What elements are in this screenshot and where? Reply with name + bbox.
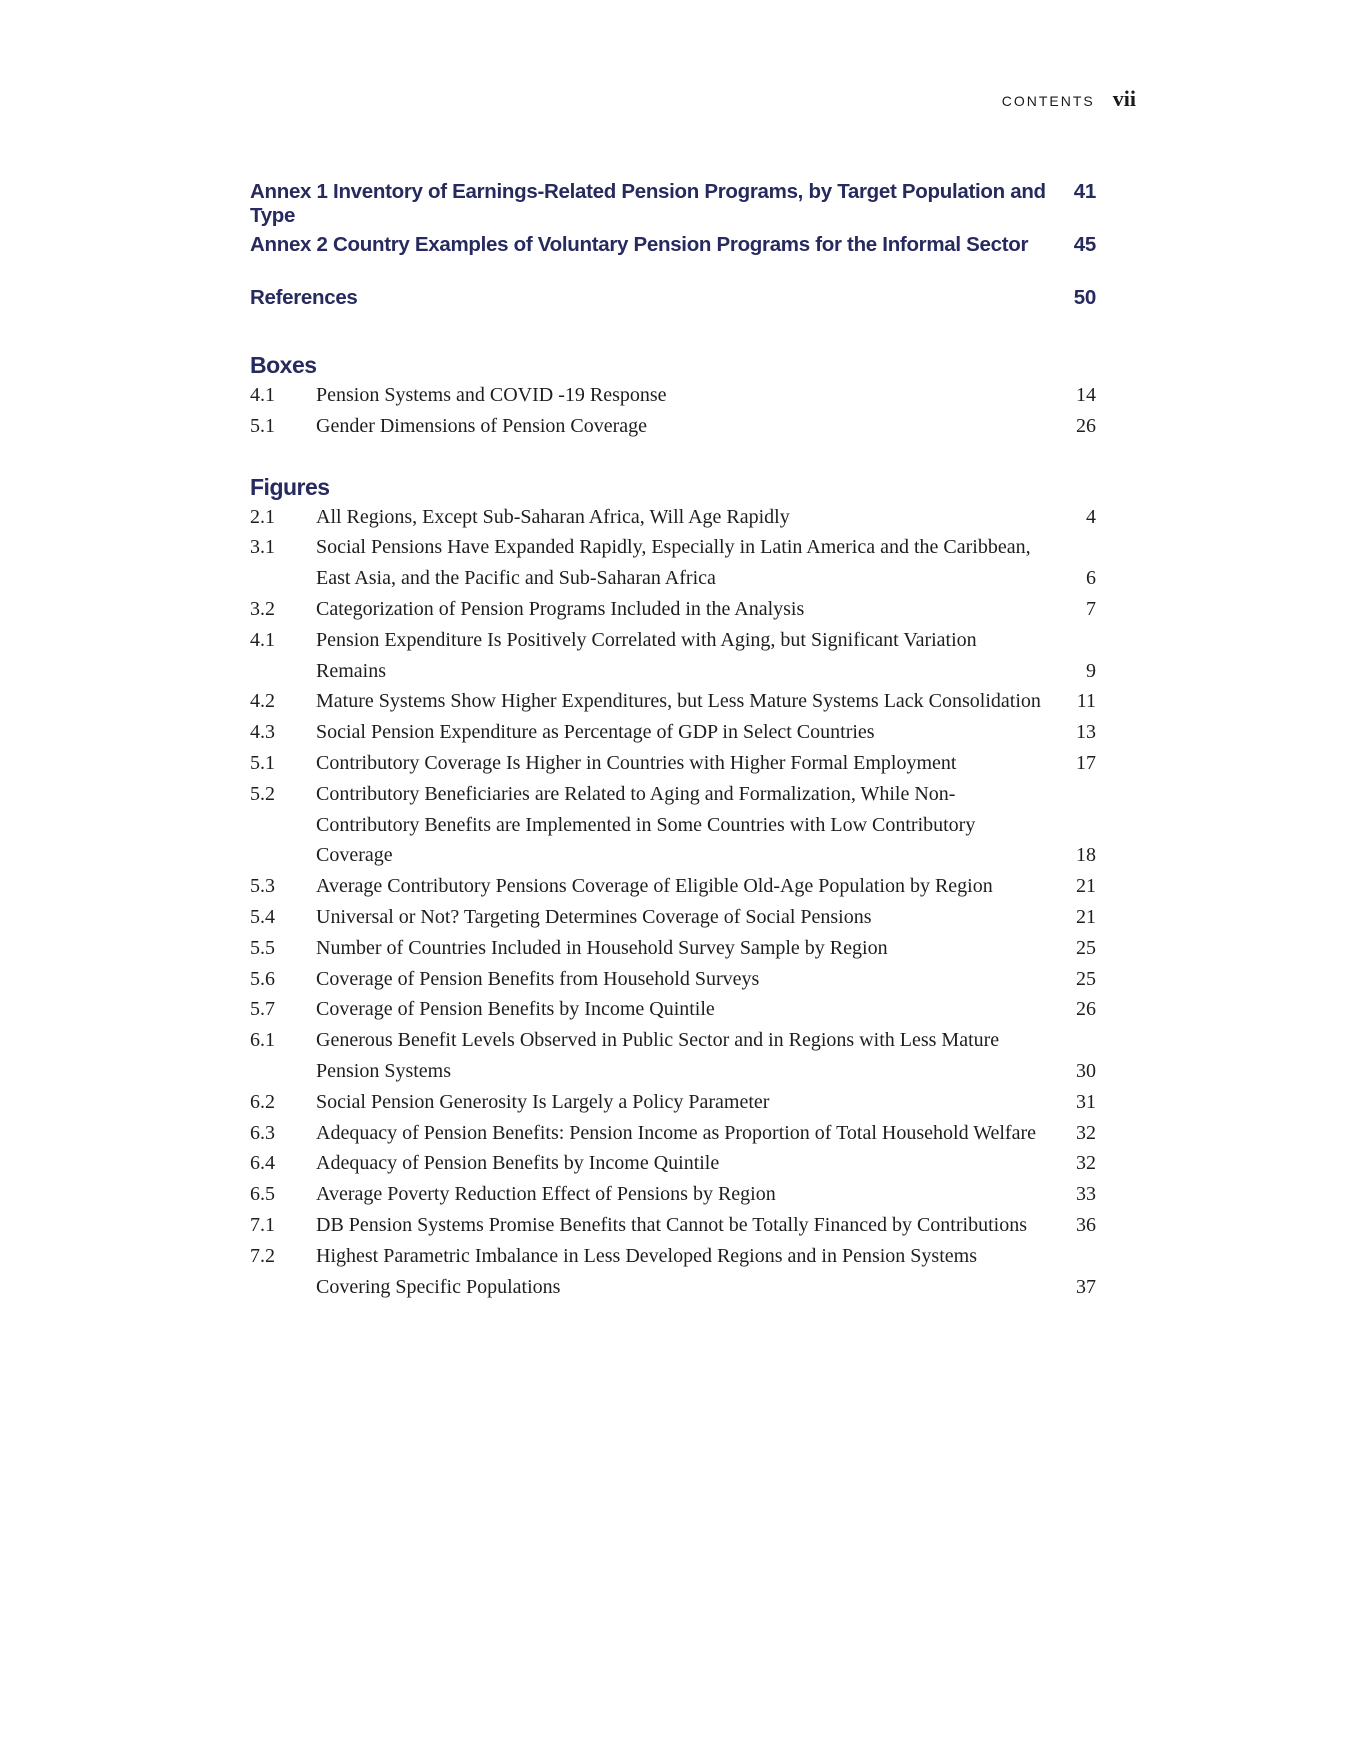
figure-page: 18 xyxy=(1076,844,1096,867)
figure-entry[interactable] xyxy=(250,686,1096,717)
figure-number: 6.4 xyxy=(250,1152,275,1175)
figure-title: Coverage of Pension Benefits by Income Quintile xyxy=(316,998,715,1021)
figure-entry[interactable] xyxy=(250,625,1096,687)
figure-number: 4.1 xyxy=(250,628,275,651)
box-number: 4.1 xyxy=(250,384,275,406)
figure-title: Categorization of Pension Programs Included in the Analysis xyxy=(316,597,805,620)
figure-page: 32 xyxy=(1076,1121,1096,1144)
running-head xyxy=(1002,86,1136,112)
figure-number: 5.2 xyxy=(250,782,275,805)
figure-page: 31 xyxy=(1076,1090,1096,1113)
figure-entry[interactable] xyxy=(250,717,1096,748)
figure-title: Average Poverty Reduction Effect of Pensions by Region xyxy=(316,1183,776,1206)
figure-title: Pension Expenditure Is Positively Correlated with Aging, but Significant Variation Remains xyxy=(316,628,977,682)
figure-page: 26 xyxy=(1076,998,1096,1021)
figure-number: 4.2 xyxy=(250,690,275,713)
figure-number: 4.3 xyxy=(250,721,275,744)
figure-page: 7 xyxy=(1086,597,1096,620)
figure-page: 21 xyxy=(1076,905,1096,928)
figures-list xyxy=(250,502,1096,1303)
figure-number: 5.1 xyxy=(250,751,275,774)
figures-heading: Figures xyxy=(250,473,330,500)
box-title: Gender Dimensions of Pension Coverage xyxy=(316,414,648,437)
figure-number: 6.2 xyxy=(250,1090,275,1113)
figure-title: Highest Parametric Imbalance in Less Developed Regions and in Pension Systems Covering Specific Populations xyxy=(316,1244,977,1298)
figure-title: Generous Benefit Levels Observed in Public Sector and in Regions with Less Mature Pension Systems xyxy=(316,1029,1000,1082)
figure-number: 6.1 xyxy=(250,1029,275,1052)
figure-title: Contributory Coverage Is Higher in Countries with Higher Formal Employment xyxy=(316,751,957,774)
figure-page: 30 xyxy=(1076,1059,1096,1082)
toc-entry-page: 50 xyxy=(1073,286,1096,309)
figure-title: Universal or Not? Targeting Determines Coverage of Social Pensions xyxy=(316,905,872,928)
figure-title: DB Pension Systems Promise Benefits that Cannot be Totally Financed by Contributions xyxy=(316,1213,1027,1236)
figure-page: 25 xyxy=(1076,967,1096,990)
figure-page: 6 xyxy=(1086,567,1096,590)
running-head-label: CONTENTS xyxy=(1001,93,1095,109)
figure-entry[interactable] xyxy=(250,1118,1096,1149)
figure-title: Number of Countries Included in Household Survey Sample by Region xyxy=(316,936,888,959)
figure-number: 5.5 xyxy=(250,936,275,959)
box-page: 14 xyxy=(1076,384,1096,406)
figure-number: 5.7 xyxy=(250,998,275,1021)
toc-entry-title: Annex 1 Inventory of Earnings-Related Pension Programs, by Target Population and Type xyxy=(250,180,1046,227)
figure-number: 5.3 xyxy=(250,875,275,898)
figure-entry[interactable] xyxy=(250,871,1096,902)
table-of-contents xyxy=(250,180,1096,1302)
figure-entry[interactable] xyxy=(250,779,1096,871)
figure-title: Coverage of Pension Benefits from Household Surveys xyxy=(316,967,760,990)
figure-page: 21 xyxy=(1076,875,1096,898)
figure-title: Social Pension Generosity Is Largely a Policy Parameter xyxy=(316,1090,770,1113)
figure-number: 3.2 xyxy=(250,597,275,620)
figure-page: 37 xyxy=(1076,1275,1096,1298)
figure-title: All Regions, Except Sub-Saharan Africa, Will Age Rapidly xyxy=(316,505,790,528)
figure-page: 33 xyxy=(1076,1183,1096,1206)
figure-number: 6.5 xyxy=(250,1183,275,1206)
figure-title: Adequacy of Pension Benefits by Income Quintile xyxy=(316,1152,720,1175)
figure-entry[interactable] xyxy=(250,1241,1096,1303)
page-number: vii xyxy=(1112,86,1136,111)
toc-entry-title: References xyxy=(250,286,358,309)
boxes-list xyxy=(250,380,1096,442)
figure-entry[interactable] xyxy=(250,994,1096,1025)
figure-number: 3.1 xyxy=(250,536,275,559)
box-title: Pension Systems and COVID -19 Response xyxy=(316,384,667,406)
figure-title: Mature Systems Show Higher Expenditures, but Less Mature Systems Lack Consolidation xyxy=(316,690,1041,713)
figure-title: Contributory Beneficiaries are Related to Aging and Formalization, While Non-Contributory Benefits are Implemented in Some Countries with Low Contributory Coverage xyxy=(316,782,976,867)
box-number: 5.1 xyxy=(250,414,275,437)
figure-entry[interactable] xyxy=(250,594,1096,625)
toc-entry-page: 45 xyxy=(1073,233,1096,256)
figure-entry[interactable] xyxy=(250,933,1096,964)
figure-title: Adequacy of Pension Benefits: Pension Income as Proportion of Total Household Welfare xyxy=(316,1121,1036,1144)
figure-number: 6.3 xyxy=(250,1121,275,1144)
toc-entry-references[interactable] xyxy=(250,286,1096,339)
figure-page: 25 xyxy=(1076,936,1096,959)
figure-title: Average Contributory Pensions Coverage of Eligible Old-Age Population by Region xyxy=(316,875,993,898)
toc-entry-annex-2[interactable] xyxy=(250,233,1096,286)
figure-entry[interactable] xyxy=(250,964,1096,995)
box-entry[interactable] xyxy=(250,411,1096,442)
boxes-heading: Boxes xyxy=(250,352,317,378)
toc-entry-annex-1[interactable] xyxy=(250,180,1096,233)
figure-entry[interactable] xyxy=(250,1179,1096,1210)
figure-entry[interactable] xyxy=(250,502,1096,533)
figure-number: 5.4 xyxy=(250,905,275,928)
figure-page: 4 xyxy=(1086,505,1096,528)
figure-entry[interactable] xyxy=(250,1025,1096,1087)
figure-entry[interactable] xyxy=(250,1148,1096,1179)
toc-entry-page: 41 xyxy=(1073,180,1096,203)
figure-entry[interactable] xyxy=(250,1087,1096,1118)
figure-page: 32 xyxy=(1076,1152,1096,1175)
figure-entry[interactable] xyxy=(250,902,1096,933)
figure-entry[interactable] xyxy=(250,1210,1096,1241)
figure-title: Social Pension Expenditure as Percentage of GDP in Select Countries xyxy=(316,721,875,744)
figure-page: 36 xyxy=(1076,1213,1096,1236)
figure-page: 11 xyxy=(1076,690,1096,713)
figure-number: 7.1 xyxy=(250,1213,275,1236)
box-entry[interactable] xyxy=(250,380,1096,411)
figure-number: 7.2 xyxy=(250,1244,275,1267)
box-page: 26 xyxy=(1076,414,1096,437)
figure-entry[interactable] xyxy=(250,748,1096,779)
figure-page: 13 xyxy=(1076,721,1096,744)
figure-entry[interactable] xyxy=(250,532,1096,594)
figure-number: 5.6 xyxy=(250,967,275,990)
toc-entry-title: Annex 2 Country Examples of Voluntary Pension Programs for the Informal Sector xyxy=(250,233,1029,256)
figure-title: Social Pensions Have Expanded Rapidly, Especially in Latin America and the Caribbean, East Asia, and the Pacific and Sub-Saharan Africa xyxy=(316,536,1031,590)
figure-page: 17 xyxy=(1076,751,1096,774)
figure-page: 9 xyxy=(1086,659,1096,682)
figure-number: 2.1 xyxy=(250,505,275,528)
